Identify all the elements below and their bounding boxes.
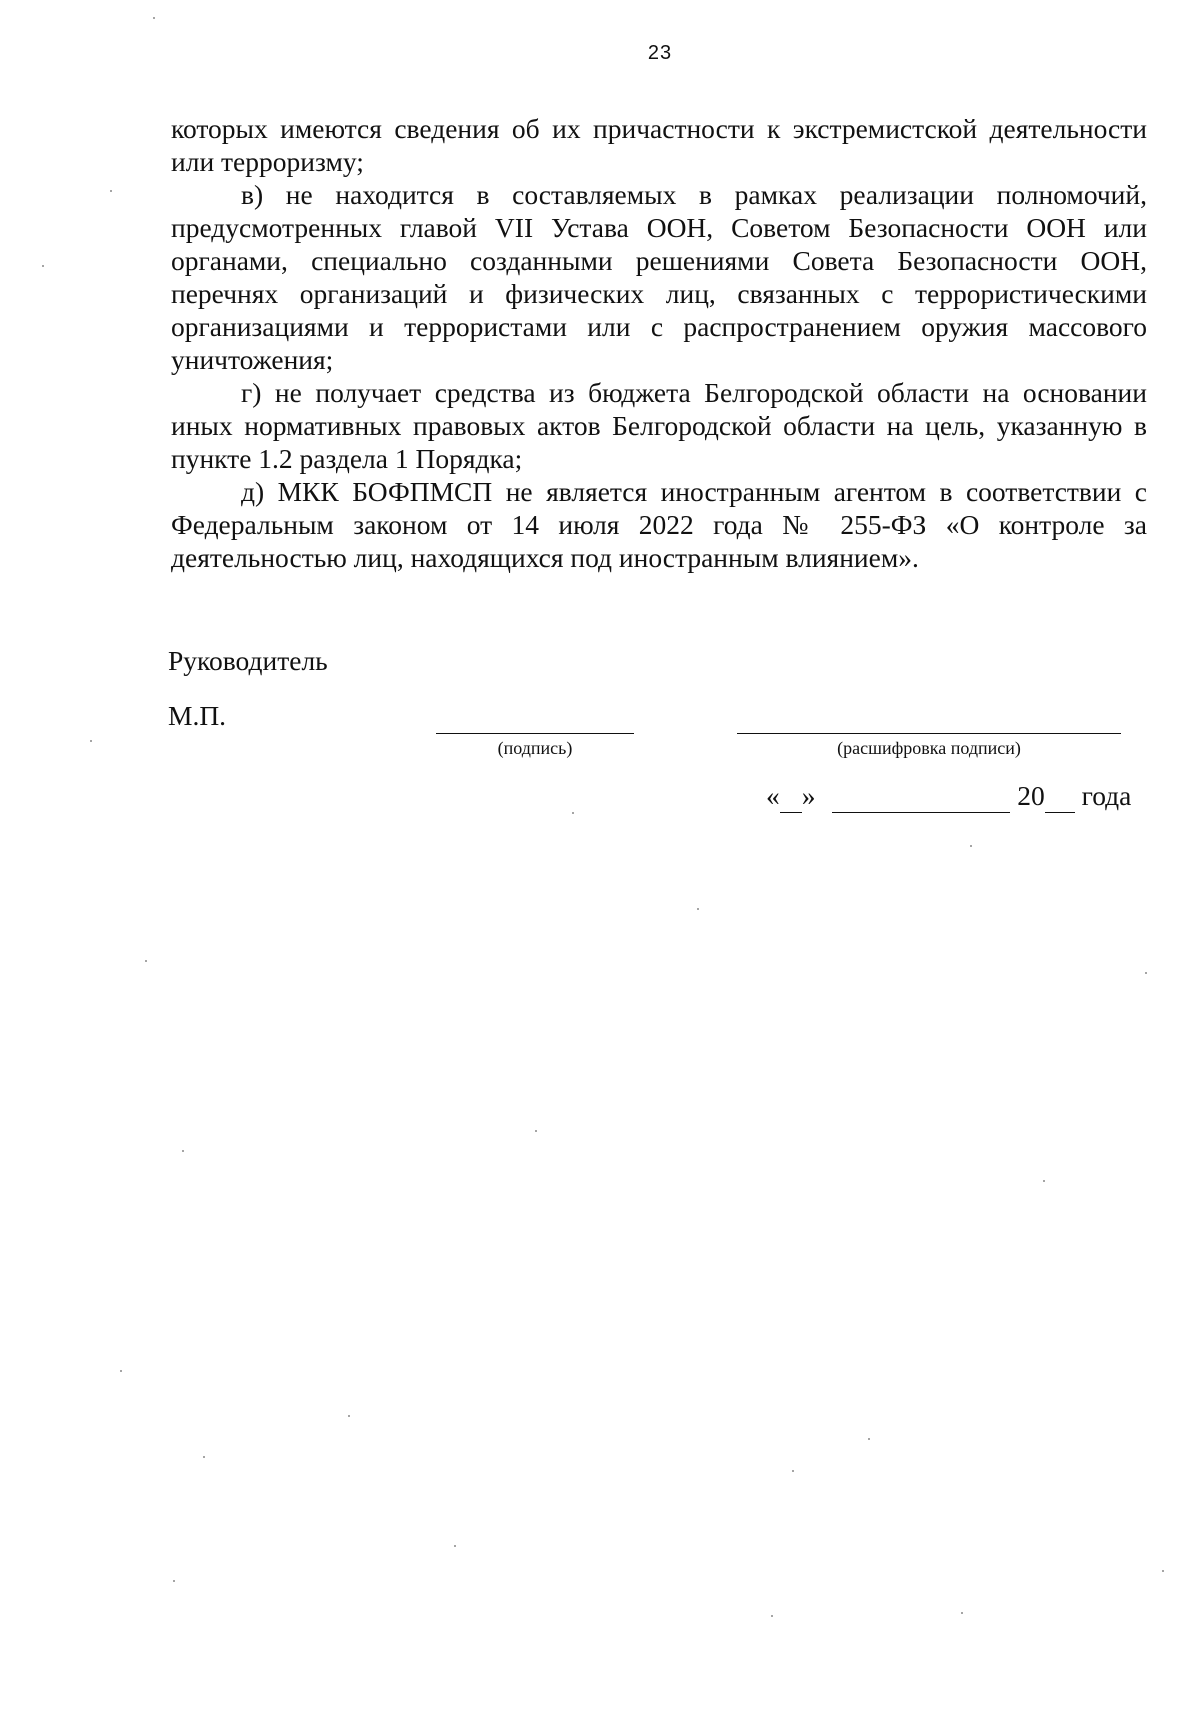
scan-speck	[771, 1615, 773, 1617]
scan-speck	[535, 1130, 537, 1132]
month-blank	[832, 780, 1010, 813]
day-blank	[780, 780, 802, 813]
date-suffix: года	[1081, 780, 1132, 811]
scan-speck	[970, 845, 972, 847]
year-blank	[1045, 780, 1075, 813]
stamp-placeholder: М.П.	[168, 700, 227, 731]
scan-speck	[697, 908, 699, 910]
scan-speck	[173, 1580, 175, 1582]
scan-speck	[90, 740, 92, 742]
scan-speck	[145, 960, 147, 962]
scan-speck	[348, 1415, 350, 1417]
scan-speck	[153, 17, 155, 19]
year-prefix: 20	[1017, 780, 1045, 811]
signature-line	[436, 733, 634, 734]
paragraph-item-d: д) МКК БОФПМСП не является иностранным агентом в соответствии с Федеральным законом от 14 июля 2022 года № 255-ФЗ «О контроле за деятельностью лиц, находящихся под иностранным влиянием».	[171, 476, 1147, 573]
scan-speck	[792, 1470, 794, 1472]
signature-caption: (подпись)	[497, 738, 573, 758]
scan-speck	[1145, 972, 1147, 974]
document-body	[171, 112, 1147, 574]
scan-speck	[1162, 1570, 1164, 1572]
scan-speck	[572, 812, 574, 814]
signer-title: Руководитель	[168, 645, 328, 676]
scan-speck	[120, 1370, 122, 1372]
page-number: 23	[647, 42, 673, 64]
date-open-quote: «	[766, 780, 780, 811]
scan-speck	[868, 1438, 870, 1440]
scan-speck	[961, 1612, 963, 1614]
date-close-quote: »	[801, 780, 816, 811]
signature-decode-line	[737, 733, 1121, 734]
scan-speck	[42, 265, 44, 267]
scan-speck	[1043, 1180, 1045, 1182]
paragraph-continuation: которых имеются сведения об их причастности к экстремистской деятельности или терроризму;	[171, 113, 1147, 177]
scan-speck	[454, 1545, 456, 1547]
paragraph-item-v: в) не находится в составляемых в рамках реализации полномочий, предусмотренных главой VII Устава ООН, Советом Безопасности ООН или органами, специально созданными решениями Совета Безопасности ООН, перечнях организаций и физических лиц, связанных с террористическими организациями и террористами или с распространением оружия массового уничтожения;	[171, 179, 1147, 375]
signature-decode-caption: (расшифровка подписи)	[837, 738, 1021, 758]
scan-speck	[110, 190, 112, 192]
scan-speck	[182, 1150, 184, 1152]
date-line	[766, 780, 1131, 813]
scan-speck	[203, 1456, 205, 1458]
paragraph-item-g: г) не получает средства из бюджета Белгородской области на основании иных нормативных правовых актов Белгородской области на цель, указанную в пункте 1.2 раздела 1 Порядка;	[171, 377, 1147, 474]
